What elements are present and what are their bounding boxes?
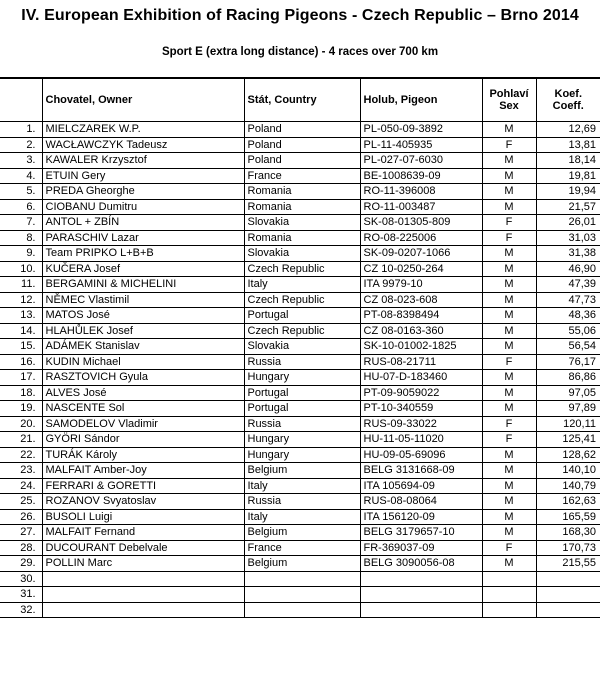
sex-cell: M bbox=[482, 509, 536, 525]
table-row bbox=[0, 385, 600, 401]
pigeon-cell: ITA 105694-09 bbox=[360, 478, 482, 494]
coef-cell: 19,81 bbox=[536, 168, 600, 184]
owner-cell: ROZANOV Svyatoslav bbox=[42, 494, 244, 510]
table-row bbox=[0, 401, 600, 417]
country-cell: Romania bbox=[244, 199, 360, 215]
coef-cell: 18,14 bbox=[536, 153, 600, 169]
table-body bbox=[0, 122, 600, 618]
rank-cell: 19. bbox=[0, 401, 42, 417]
country-cell bbox=[244, 571, 360, 587]
owner-cell: TURÁK Károly bbox=[42, 447, 244, 463]
table-row bbox=[0, 308, 600, 324]
rank-cell: 28. bbox=[0, 540, 42, 556]
sex-cell: M bbox=[482, 370, 536, 386]
country-cell: Belgium bbox=[244, 463, 360, 479]
table-row bbox=[0, 122, 600, 138]
coef-cell: 168,30 bbox=[536, 525, 600, 541]
owner-cell: MALFAIT Fernand bbox=[42, 525, 244, 541]
document-subtitle: Sport E (extra long distance) - 4 races over 700 km bbox=[161, 46, 439, 58]
sex-cell bbox=[482, 587, 536, 603]
sex-cell: M bbox=[482, 447, 536, 463]
header-country: Stát, Country bbox=[244, 78, 360, 122]
country-cell: Russia bbox=[244, 494, 360, 510]
owner-cell: KUDIN Michael bbox=[42, 354, 244, 370]
country-cell: Hungary bbox=[244, 432, 360, 448]
coef-cell: 55,06 bbox=[536, 323, 600, 339]
sex-cell: F bbox=[482, 432, 536, 448]
owner-cell: FERRARI & GORETTI bbox=[42, 478, 244, 494]
table-row bbox=[0, 261, 600, 277]
table-row bbox=[0, 447, 600, 463]
rank-cell: 21. bbox=[0, 432, 42, 448]
pigeon-cell: CZ 08-0163-360 bbox=[360, 323, 482, 339]
coef-cell bbox=[536, 587, 600, 603]
table-row bbox=[0, 153, 600, 169]
pigeon-cell: CZ 08-023-608 bbox=[360, 292, 482, 308]
owner-cell: HLAHŮLEK Josef bbox=[42, 323, 244, 339]
coef-cell: 120,11 bbox=[536, 416, 600, 432]
rank-cell: 30. bbox=[0, 571, 42, 587]
owner-cell: NASCENTE Sol bbox=[42, 401, 244, 417]
table-row bbox=[0, 370, 600, 386]
owner-cell: DUCOURANT Debelvale bbox=[42, 540, 244, 556]
coef-cell: 19,94 bbox=[536, 184, 600, 200]
country-cell: France bbox=[244, 540, 360, 556]
country-cell: Belgium bbox=[244, 556, 360, 572]
owner-cell: PARASCHIV Lazar bbox=[42, 230, 244, 246]
rank-cell: 32. bbox=[0, 602, 42, 618]
coef-cell: 125,41 bbox=[536, 432, 600, 448]
sex-cell: M bbox=[482, 478, 536, 494]
coef-cell: 31,38 bbox=[536, 246, 600, 262]
rank-cell: 22. bbox=[0, 447, 42, 463]
rank-cell: 16. bbox=[0, 354, 42, 370]
table-row bbox=[0, 292, 600, 308]
coef-cell: 97,89 bbox=[536, 401, 600, 417]
pigeon-cell bbox=[360, 602, 482, 618]
table-row bbox=[0, 137, 600, 153]
pigeon-cell: ITA 9979-10 bbox=[360, 277, 482, 293]
owner-cell: POLLIN Marc bbox=[42, 556, 244, 572]
sex-cell: M bbox=[482, 463, 536, 479]
rank-cell: 24. bbox=[0, 478, 42, 494]
rank-cell: 11. bbox=[0, 277, 42, 293]
country-cell: Slovakia bbox=[244, 215, 360, 231]
coef-cell: 215,55 bbox=[536, 556, 600, 572]
coef-cell: 31,03 bbox=[536, 230, 600, 246]
sex-cell: M bbox=[482, 246, 536, 262]
coef-cell: 26,01 bbox=[536, 215, 600, 231]
coef-cell: 47,39 bbox=[536, 277, 600, 293]
owner-cell: MALFAIT Amber-Joy bbox=[42, 463, 244, 479]
coef-cell: 47,73 bbox=[536, 292, 600, 308]
country-cell: Poland bbox=[244, 137, 360, 153]
coef-cell: 56,54 bbox=[536, 339, 600, 355]
pigeon-cell: PL-027-07-6030 bbox=[360, 153, 482, 169]
coef-cell: 140,79 bbox=[536, 478, 600, 494]
sex-cell: F bbox=[482, 416, 536, 432]
country-cell: Slovakia bbox=[244, 246, 360, 262]
owner-cell: ETUIN Gery bbox=[42, 168, 244, 184]
pigeon-cell: ITA 156120-09 bbox=[360, 509, 482, 525]
pigeon-cell: RO-11-396008 bbox=[360, 184, 482, 200]
coef-cell: 48,36 bbox=[536, 308, 600, 324]
owner-cell: ALVES José bbox=[42, 385, 244, 401]
sex-cell: M bbox=[482, 153, 536, 169]
country-cell: Slovakia bbox=[244, 339, 360, 355]
sex-cell: F bbox=[482, 354, 536, 370]
country-cell: Hungary bbox=[244, 370, 360, 386]
owner-cell: MIELCZAREK W.P. bbox=[42, 122, 244, 138]
pigeon-cell bbox=[360, 587, 482, 603]
owner-cell bbox=[42, 602, 244, 618]
country-cell: Italy bbox=[244, 277, 360, 293]
sex-cell: M bbox=[482, 292, 536, 308]
rank-cell: 13. bbox=[0, 308, 42, 324]
owner-cell: ADÁMEK Stanislav bbox=[42, 339, 244, 355]
sex-cell: M bbox=[482, 323, 536, 339]
coef-cell: 128,62 bbox=[536, 447, 600, 463]
rank-cell: 20. bbox=[0, 416, 42, 432]
owner-cell bbox=[42, 587, 244, 603]
sex-cell: M bbox=[482, 308, 536, 324]
owner-cell bbox=[42, 571, 244, 587]
pigeon-cell: PT-09-9059022 bbox=[360, 385, 482, 401]
pigeon-cell: RUS-08-08064 bbox=[360, 494, 482, 510]
owner-cell: CIOBANU Dumitru bbox=[42, 199, 244, 215]
country-cell: Poland bbox=[244, 122, 360, 138]
rank-cell: 31. bbox=[0, 587, 42, 603]
sex-cell: M bbox=[482, 277, 536, 293]
rank-cell: 4. bbox=[0, 168, 42, 184]
country-cell: Czech Republic bbox=[244, 292, 360, 308]
owner-cell: BUSOLI Luigi bbox=[42, 509, 244, 525]
country-cell: Czech Republic bbox=[244, 261, 360, 277]
owner-cell: RASZTOVICH Gyula bbox=[42, 370, 244, 386]
table-row bbox=[0, 199, 600, 215]
table-row bbox=[0, 277, 600, 293]
pigeon-cell: RUS-09-33022 bbox=[360, 416, 482, 432]
rank-cell: 25. bbox=[0, 494, 42, 510]
table-row bbox=[0, 246, 600, 262]
rank-cell: 3. bbox=[0, 153, 42, 169]
pigeon-cell: BELG 3131668-09 bbox=[360, 463, 482, 479]
table-row bbox=[0, 432, 600, 448]
country-cell bbox=[244, 587, 360, 603]
pigeon-cell: BELG 3090056-08 bbox=[360, 556, 482, 572]
country-cell: Italy bbox=[244, 509, 360, 525]
coef-cell: 46,90 bbox=[536, 261, 600, 277]
rank-cell: 9. bbox=[0, 246, 42, 262]
pigeon-cell: PL-050-09-3892 bbox=[360, 122, 482, 138]
country-cell: Belgium bbox=[244, 525, 360, 541]
coef-cell bbox=[536, 602, 600, 618]
header-sex-line1: Pohlaví bbox=[489, 88, 529, 100]
sex-cell: F bbox=[482, 230, 536, 246]
sex-cell: M bbox=[482, 385, 536, 401]
rank-cell: 29. bbox=[0, 556, 42, 572]
table-row bbox=[0, 571, 600, 587]
owner-cell: KUČERA Josef bbox=[42, 261, 244, 277]
owner-cell: BERGAMINI & MICHELINI bbox=[42, 277, 244, 293]
owner-cell: WACŁAWCZYK Tadeusz bbox=[42, 137, 244, 153]
rank-cell: 6. bbox=[0, 199, 42, 215]
sex-cell bbox=[482, 602, 536, 618]
coef-cell: 86,86 bbox=[536, 370, 600, 386]
sex-cell: M bbox=[482, 199, 536, 215]
rank-cell: 23. bbox=[0, 463, 42, 479]
sex-cell: M bbox=[482, 168, 536, 184]
pigeon-cell: SK-10-01002-1825 bbox=[360, 339, 482, 355]
rank-cell: 18. bbox=[0, 385, 42, 401]
owner-cell: MATOS José bbox=[42, 308, 244, 324]
owner-cell: KAWALER Krzysztof bbox=[42, 153, 244, 169]
coef-cell: 140,10 bbox=[536, 463, 600, 479]
country-cell: Portugal bbox=[244, 385, 360, 401]
table-row bbox=[0, 339, 600, 355]
pigeon-cell: RO-08-225006 bbox=[360, 230, 482, 246]
table-row bbox=[0, 602, 600, 618]
sex-cell: F bbox=[482, 215, 536, 231]
rank-cell: 12. bbox=[0, 292, 42, 308]
sex-cell: M bbox=[482, 184, 536, 200]
table-row bbox=[0, 525, 600, 541]
sex-cell: M bbox=[482, 339, 536, 355]
coef-cell: 12,69 bbox=[536, 122, 600, 138]
coef-cell: 170,73 bbox=[536, 540, 600, 556]
coef-cell: 165,59 bbox=[536, 509, 600, 525]
table-row bbox=[0, 509, 600, 525]
rank-cell: 2. bbox=[0, 137, 42, 153]
rank-cell: 14. bbox=[0, 323, 42, 339]
table-row bbox=[0, 587, 600, 603]
sex-cell: F bbox=[482, 540, 536, 556]
table-row bbox=[0, 478, 600, 494]
owner-cell: ANTOL + ZBÍN bbox=[42, 215, 244, 231]
pigeon-cell: CZ 10-0250-264 bbox=[360, 261, 482, 277]
owner-cell: NĚMEC Vlastimil bbox=[42, 292, 244, 308]
owner-cell: GYÖRI Sándor bbox=[42, 432, 244, 448]
sex-cell: M bbox=[482, 261, 536, 277]
pigeon-cell: SK-08-01305-809 bbox=[360, 215, 482, 231]
owner-cell: PREDA Gheorghe bbox=[42, 184, 244, 200]
header-owner: Chovatel, Owner bbox=[42, 78, 244, 122]
pigeon-cell: HU-11-05-11020 bbox=[360, 432, 482, 448]
table-row bbox=[0, 556, 600, 572]
country-cell: Poland bbox=[244, 153, 360, 169]
sex-cell: M bbox=[482, 401, 536, 417]
table-row bbox=[0, 354, 600, 370]
pigeon-cell: PL-11-405935 bbox=[360, 137, 482, 153]
pigeon-cell: RUS-08-21711 bbox=[360, 354, 482, 370]
pigeon-cell: FR-369037-09 bbox=[360, 540, 482, 556]
header-rank bbox=[0, 78, 42, 122]
sex-cell: F bbox=[482, 137, 536, 153]
header-coef bbox=[536, 78, 600, 122]
header-coef-line2: Coeff. bbox=[552, 100, 584, 112]
rank-cell: 7. bbox=[0, 215, 42, 231]
country-cell: Portugal bbox=[244, 401, 360, 417]
document-title: IV. European Exhibition of Racing Pigeons - Czech Republic – Brno 2014 bbox=[21, 7, 579, 24]
sex-cell: M bbox=[482, 556, 536, 572]
sex-cell: M bbox=[482, 525, 536, 541]
coef-cell: 21,57 bbox=[536, 199, 600, 215]
country-cell: Italy bbox=[244, 478, 360, 494]
pigeon-cell: SK-09-0207-1066 bbox=[360, 246, 482, 262]
sex-cell bbox=[482, 571, 536, 587]
country-cell: France bbox=[244, 168, 360, 184]
table-row bbox=[0, 463, 600, 479]
pigeon-cell: HU-07-D-183460 bbox=[360, 370, 482, 386]
table-row bbox=[0, 168, 600, 184]
rank-cell: 26. bbox=[0, 509, 42, 525]
owner-cell: SAMODELOV Vladimir bbox=[42, 416, 244, 432]
country-cell: Romania bbox=[244, 230, 360, 246]
pigeon-cell: BE-1008639-09 bbox=[360, 168, 482, 184]
rank-cell: 5. bbox=[0, 184, 42, 200]
table-row bbox=[0, 215, 600, 231]
table-row bbox=[0, 540, 600, 556]
table-row bbox=[0, 184, 600, 200]
owner-cell: Team PRIPKO L+B+B bbox=[42, 246, 244, 262]
pigeon-cell: PT-08-8398494 bbox=[360, 308, 482, 324]
header-sex bbox=[482, 78, 536, 122]
header-sex-line2: Sex bbox=[499, 100, 519, 112]
coef-cell bbox=[536, 571, 600, 587]
rank-cell: 10. bbox=[0, 261, 42, 277]
country-cell bbox=[244, 602, 360, 618]
rank-cell: 15. bbox=[0, 339, 42, 355]
country-cell: Romania bbox=[244, 184, 360, 200]
header-row bbox=[0, 78, 600, 122]
table-row bbox=[0, 230, 600, 246]
rank-cell: 8. bbox=[0, 230, 42, 246]
sex-cell: M bbox=[482, 494, 536, 510]
pigeon-cell: HU-09-05-69096 bbox=[360, 447, 482, 463]
header-pigeon: Holub, Pigeon bbox=[360, 78, 482, 122]
coef-cell: 97,05 bbox=[536, 385, 600, 401]
sex-cell: M bbox=[482, 122, 536, 138]
pigeon-cell: PT-10-340559 bbox=[360, 401, 482, 417]
coef-cell: 162,63 bbox=[536, 494, 600, 510]
pigeon-cell bbox=[360, 571, 482, 587]
table-row bbox=[0, 416, 600, 432]
table-row bbox=[0, 494, 600, 510]
country-cell: Portugal bbox=[244, 308, 360, 324]
header-coef-line1: Koef. bbox=[554, 88, 582, 100]
coef-cell: 13,81 bbox=[536, 137, 600, 153]
pigeon-cell: BELG 3179657-10 bbox=[360, 525, 482, 541]
pigeon-cell: RO-11-003487 bbox=[360, 199, 482, 215]
country-cell: Russia bbox=[244, 416, 360, 432]
table-row bbox=[0, 323, 600, 339]
rank-cell: 27. bbox=[0, 525, 42, 541]
country-cell: Czech Republic bbox=[244, 323, 360, 339]
country-cell: Hungary bbox=[244, 447, 360, 463]
rank-cell: 1. bbox=[0, 122, 42, 138]
coef-cell: 76,17 bbox=[536, 354, 600, 370]
country-cell: Russia bbox=[244, 354, 360, 370]
results-table bbox=[0, 77, 600, 618]
rank-cell: 17. bbox=[0, 370, 42, 386]
